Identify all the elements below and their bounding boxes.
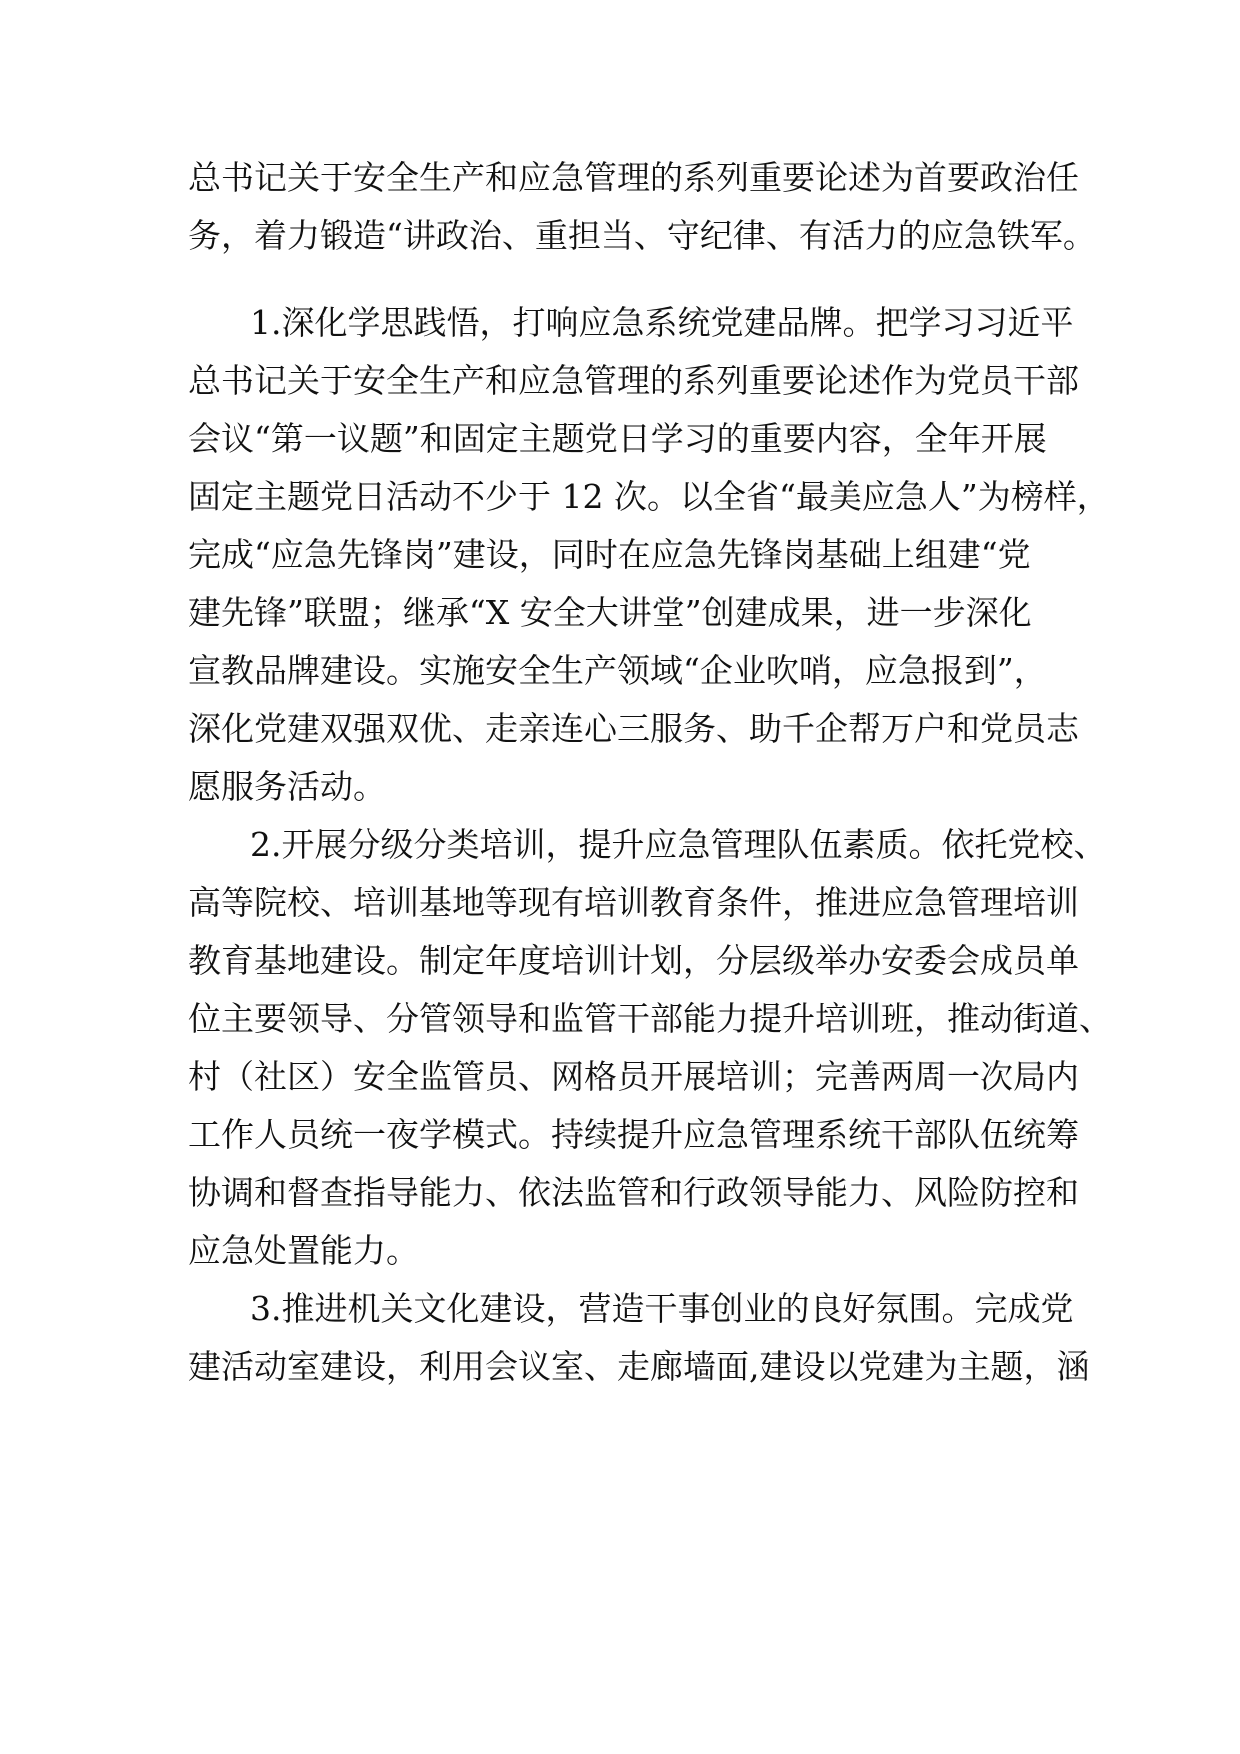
text-line: 完成“应急先锋岗”建设，同时在应急先锋岗基础上组建“党	[188, 535, 1031, 574]
text-line: 建先锋”联盟；继承“X 安全大讲堂”创建成果，进一步深化	[188, 593, 1032, 632]
text-line: 高等院校、培训基地等现有培训教育条件，推进应急管理培训	[188, 883, 1079, 922]
text-line: 教育基地建设。制定年度培训计划，分层级举办安委会成员单	[188, 941, 1079, 980]
text-line: 宣教品牌建设。实施安全生产领域“企业吹哨，应急报到”，	[188, 651, 1047, 690]
text-line: 务，着力锻造“讲政治、重担当、守纪律、有活力的应急铁军。	[188, 216, 1096, 255]
text-line: 愿服务活动。	[188, 767, 386, 806]
text-line: 总书记关于安全生产和应急管理的系列重要论述作为党员干部	[188, 361, 1079, 400]
text-line: 固定主题党日活动不少于 12 次。以全省“最美应急人”为榜样，	[188, 477, 1110, 516]
text-line: 深化党建双强双优、走亲连心三服务、助千企帮万户和党员志	[188, 709, 1079, 748]
text-line: 协调和督查指导能力、依法监管和行政领导能力、风险防控和	[188, 1173, 1079, 1212]
paragraph-1-heading-line: 1.深化学思践悟，打响应急系统党建品牌。把学习习近平	[250, 303, 1074, 342]
text-line: 应急处置能力。	[188, 1231, 419, 1270]
text-line: 工作人员统一夜学模式。持续提升应急管理系统干部队伍统筹	[188, 1115, 1079, 1154]
text-line: 会议“第一议题”和固定主题党日学习的重要内容，全年开展	[188, 419, 1047, 458]
text-line: 村（社区）安全监管员、网格员开展培训；完善两周一次局内	[188, 1057, 1079, 1096]
text-line: 总书记关于安全生产和应急管理的系列重要论述为首要政治任	[188, 158, 1079, 197]
text-line: 位主要领导、分管领导和监管干部能力提升培训班，推动街道、	[188, 999, 1112, 1038]
text-line: 建活动室建设，利用会议室、走廊墙面,建设以党建为主题，涵	[188, 1347, 1090, 1386]
paragraph-3-heading-line: 3.推进机关文化建设，营造干事创业的良好氛围。完成党	[250, 1289, 1074, 1328]
paragraph-2-heading-line: 2.开展分级分类培训，提升应急管理队伍素质。依托党校、	[250, 825, 1107, 864]
